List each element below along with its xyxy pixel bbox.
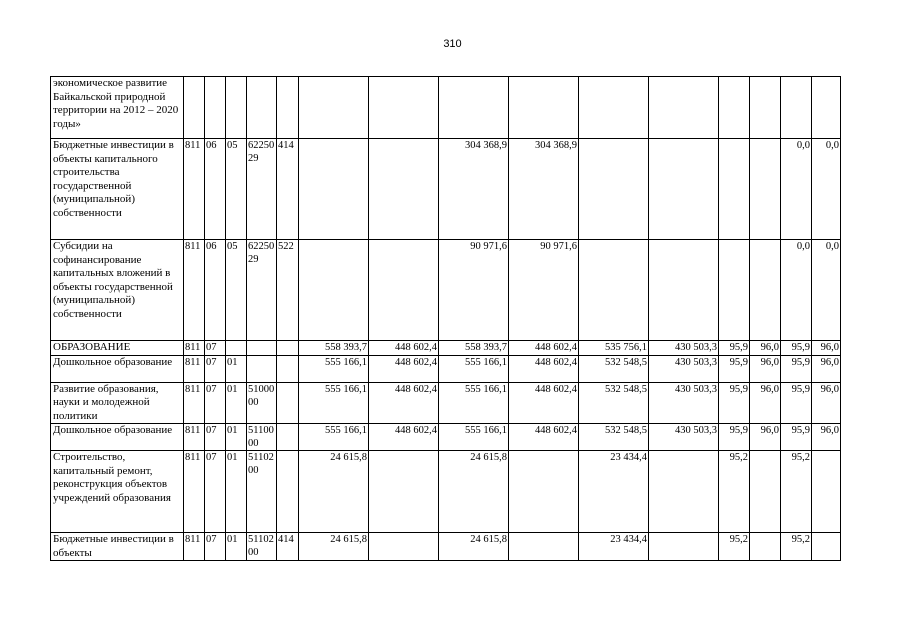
cell-v4: 448 602,4 [509,382,579,424]
cell-p1 [719,240,750,341]
cell-v2: 448 602,4 [369,424,439,451]
cell-v6: 430 503,3 [649,355,719,382]
cell-v5: 532 548,5 [579,382,649,424]
cell-vr [277,382,299,424]
cell-name: Субсидии на софинансирование капитальных вложений в объекты государственной (муниципальной) собственности [51,240,184,341]
cell-rz [205,77,226,139]
cell-name: Бюджетные инвестиции в объекты капитального строительства государственной (муниципальной) собственности [51,139,184,240]
cell-p3: 95,2 [781,533,812,561]
cell-rz: 07 [205,355,226,382]
cell-rz: 06 [205,240,226,341]
cell-name: Развитие образования, науки и молодежной политики [51,382,184,424]
cell-vr: 522 [277,240,299,341]
cell-csr [247,77,277,139]
cell-v6: 430 503,3 [649,382,719,424]
table-row [51,382,841,424]
cell-rz: 07 [205,341,226,356]
cell-v1: 558 393,7 [299,341,369,356]
table-row [51,533,841,561]
table-body [51,77,841,561]
cell-v1: 555 166,1 [299,355,369,382]
table-row [51,451,841,533]
page-number: 310 [443,38,462,50]
cell-v6 [649,139,719,240]
cell-p1: 95,9 [719,382,750,424]
cell-v6: 430 503,3 [649,424,719,451]
cell-v1 [299,77,369,139]
cell-v4: 448 602,4 [509,341,579,356]
cell-v3: 555 166,1 [439,355,509,382]
cell-v5: 23 434,4 [579,533,649,561]
table-row [51,355,841,382]
cell-p3: 95,9 [781,382,812,424]
cell-v6 [649,533,719,561]
cell-csr: 6225029 [247,240,277,341]
cell-v6: 430 503,3 [649,341,719,356]
cell-p2 [750,240,781,341]
cell-p4 [812,451,841,533]
cell-gr: 811 [184,355,205,382]
cell-pr: 01 [226,382,247,424]
cell-name: Бюджетные инвестиции в объекты [51,533,184,561]
cell-p4: 96,0 [812,424,841,451]
cell-pr [226,341,247,356]
cell-v6 [649,77,719,139]
cell-pr: 05 [226,240,247,341]
cell-v5: 532 548,5 [579,355,649,382]
cell-vr [277,355,299,382]
cell-p2 [750,533,781,561]
cell-v3: 555 166,1 [439,382,509,424]
cell-v3: 24 615,8 [439,533,509,561]
cell-v5: 23 434,4 [579,451,649,533]
cell-name: Дошкольное образование [51,424,184,451]
cell-p1 [719,77,750,139]
cell-v5: 535 756,1 [579,341,649,356]
table-row [51,139,841,240]
cell-v1: 555 166,1 [299,424,369,451]
cell-v4 [509,533,579,561]
cell-p4: 96,0 [812,341,841,356]
cell-v5: 532 548,5 [579,424,649,451]
cell-csr [247,355,277,382]
cell-p1: 95,9 [719,424,750,451]
cell-v1: 24 615,8 [299,533,369,561]
cell-v1: 24 615,8 [299,451,369,533]
cell-v5 [579,240,649,341]
cell-v4 [509,77,579,139]
cell-vr: 414 [277,139,299,240]
cell-v4: 304 368,9 [509,139,579,240]
cell-p1: 95,2 [719,533,750,561]
cell-rz: 06 [205,139,226,240]
cell-p1 [719,139,750,240]
cell-v5 [579,77,649,139]
cell-v2 [369,451,439,533]
cell-csr [247,341,277,356]
cell-v4 [509,451,579,533]
cell-v2: 448 602,4 [369,382,439,424]
cell-pr: 01 [226,424,247,451]
cell-csr: 5110000 [247,424,277,451]
cell-pr [226,77,247,139]
cell-v5 [579,139,649,240]
cell-v3: 90 971,6 [439,240,509,341]
cell-p1: 95,2 [719,451,750,533]
cell-p4: 96,0 [812,382,841,424]
cell-v1: 555 166,1 [299,382,369,424]
cell-pr: 01 [226,533,247,561]
cell-p4: 96,0 [812,355,841,382]
table-row [51,341,841,356]
table-row [51,240,841,341]
cell-p1: 95,9 [719,341,750,356]
cell-p3 [781,77,812,139]
cell-p2: 96,0 [750,382,781,424]
cell-pr: 01 [226,451,247,533]
cell-rz: 07 [205,533,226,561]
cell-v6 [649,240,719,341]
cell-gr: 811 [184,240,205,341]
cell-p3: 0,0 [781,240,812,341]
table-row [51,77,841,139]
cell-v6 [649,451,719,533]
cell-v2: 448 602,4 [369,355,439,382]
cell-name: Строительство, капитальный ремонт, реконструкция объектов учреждений образования [51,451,184,533]
cell-p2 [750,139,781,240]
cell-csr: 5110200 [247,451,277,533]
cell-csr: 5100000 [247,382,277,424]
cell-p3: 95,9 [781,424,812,451]
cell-gr: 811 [184,451,205,533]
cell-gr: 811 [184,341,205,356]
cell-gr: 811 [184,382,205,424]
cell-v2 [369,139,439,240]
cell-v4: 90 971,6 [509,240,579,341]
cell-p3: 0,0 [781,139,812,240]
cell-name: экономическое развитие Байкальской природной территории на 2012 – 2020 годы» [51,77,184,139]
cell-name: ОБРАЗОВАНИЕ [51,341,184,356]
cell-v3: 304 368,9 [439,139,509,240]
cell-name: Дошкольное образование [51,355,184,382]
cell-v3 [439,77,509,139]
cell-p2 [750,77,781,139]
cell-csr: 5110200 [247,533,277,561]
cell-v4: 448 602,4 [509,355,579,382]
cell-v2: 448 602,4 [369,341,439,356]
cell-gr: 811 [184,139,205,240]
cell-v4: 448 602,4 [509,424,579,451]
cell-p2: 96,0 [750,341,781,356]
cell-v1 [299,240,369,341]
cell-csr: 6225029 [247,139,277,240]
cell-rz: 07 [205,451,226,533]
cell-vr [277,424,299,451]
cell-rz: 07 [205,424,226,451]
cell-v1 [299,139,369,240]
cell-gr: 811 [184,533,205,561]
cell-v2 [369,77,439,139]
cell-pr: 05 [226,139,247,240]
cell-vr [277,451,299,533]
cell-p3: 95,9 [781,355,812,382]
cell-p2: 96,0 [750,355,781,382]
cell-gr [184,77,205,139]
cell-v3: 555 166,1 [439,424,509,451]
cell-p2 [750,451,781,533]
cell-pr: 01 [226,355,247,382]
cell-vr: 414 [277,533,299,561]
cell-p4: 0,0 [812,240,841,341]
cell-v3: 558 393,7 [439,341,509,356]
cell-gr: 811 [184,424,205,451]
cell-vr [277,341,299,356]
cell-p4: 0,0 [812,139,841,240]
cell-v2 [369,240,439,341]
cell-vr [277,77,299,139]
cell-p2: 96,0 [750,424,781,451]
cell-p3: 95,9 [781,341,812,356]
cell-p4 [812,77,841,139]
table-row [51,424,841,451]
cell-v2 [369,533,439,561]
cell-p3: 95,2 [781,451,812,533]
cell-v3: 24 615,8 [439,451,509,533]
cell-rz: 07 [205,382,226,424]
budget-table [50,76,841,561]
cell-p1: 95,9 [719,355,750,382]
cell-p4 [812,533,841,561]
